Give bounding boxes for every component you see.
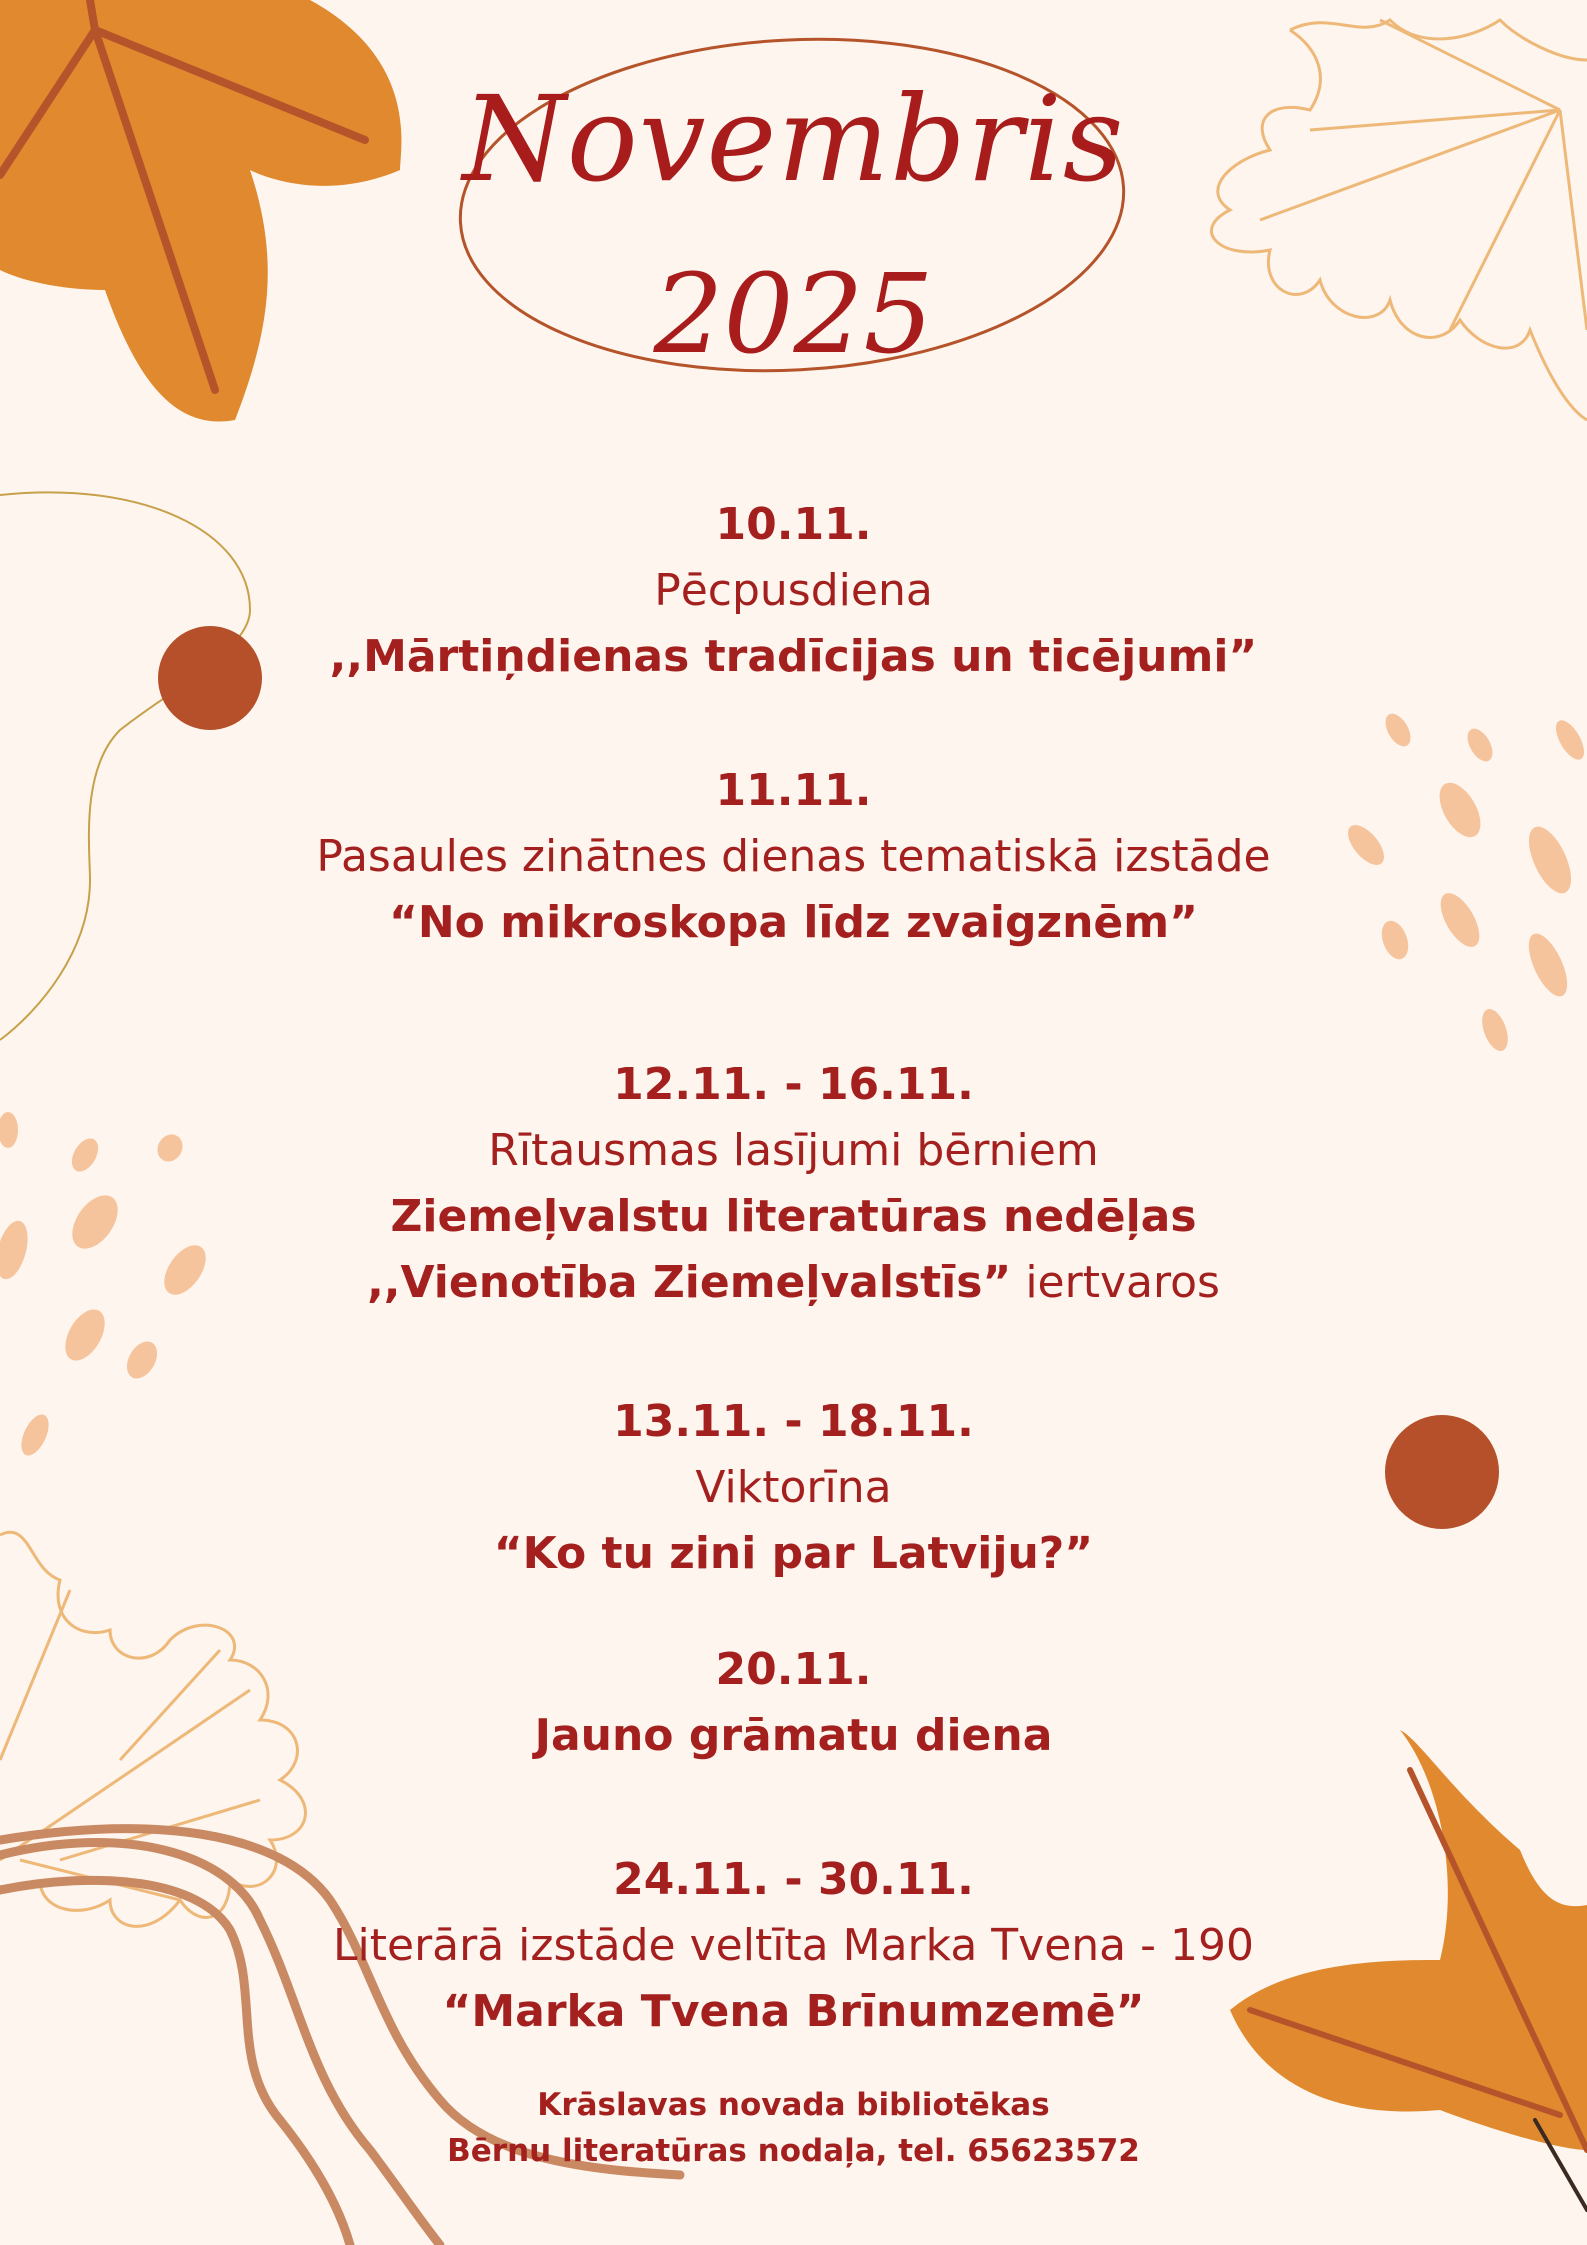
event-date: 11.11. <box>715 765 872 816</box>
event-item <box>0 1052 1587 1316</box>
event-description: Literārā izstāde veltīta Marka Tvena - 190 <box>333 1920 1254 1971</box>
event-description: Viktorīna <box>695 1462 892 1513</box>
footer-department-contact: Bērnu literatūras nodaļa, tel. 65623572 <box>447 2133 1140 2169</box>
event-name: “Ko tu zini par Latviju?” <box>493 1528 1094 1579</box>
event-description: Pasaules zinātnes dienas tematiskā izstāde <box>316 831 1271 882</box>
event-name: Ziemeļvalstu literatūras nedēļas <box>390 1191 1197 1242</box>
event-item <box>0 492 1587 690</box>
event-name: Jauno grāmatu diena <box>534 1710 1053 1761</box>
event-date: 20.11. <box>715 1644 872 1695</box>
event-item <box>0 1847 1587 2045</box>
event-item <box>0 758 1587 956</box>
event-name: “No mikroskopa līdz zvaigznēm” <box>388 897 1199 948</box>
event-date: 12.11. - 16.11. <box>613 1059 974 1110</box>
event-name: ,,Mārtiņdienas tradīcijas un ticējumi” <box>329 631 1258 682</box>
footer-library-name: Krāslavas novada bibliotēkas <box>537 2087 1050 2123</box>
event-name-line-2 <box>0 1250 1587 1316</box>
event-date: 13.11. - 18.11. <box>613 1396 974 1447</box>
event-name-quote: ,,Vienotība Ziemeļvalstīs” <box>367 1257 1012 1308</box>
footer <box>0 2082 1587 2174</box>
event-date: 10.11. <box>715 499 872 550</box>
title-year: 2025 <box>653 250 934 378</box>
event-name-suffix: iertvaros <box>1011 1257 1220 1308</box>
event-description: Rītausmas lasījumi bērniem <box>488 1125 1099 1176</box>
title-month: Novembris <box>462 70 1125 208</box>
event-date: 24.11. - 30.11. <box>613 1854 974 1905</box>
event-item <box>0 1637 1587 1769</box>
event-name: “Marka Tvena Brīnumzemē” <box>442 1986 1145 2037</box>
event-description: Pēcpusdiena <box>654 565 933 616</box>
event-item <box>0 1389 1587 1587</box>
